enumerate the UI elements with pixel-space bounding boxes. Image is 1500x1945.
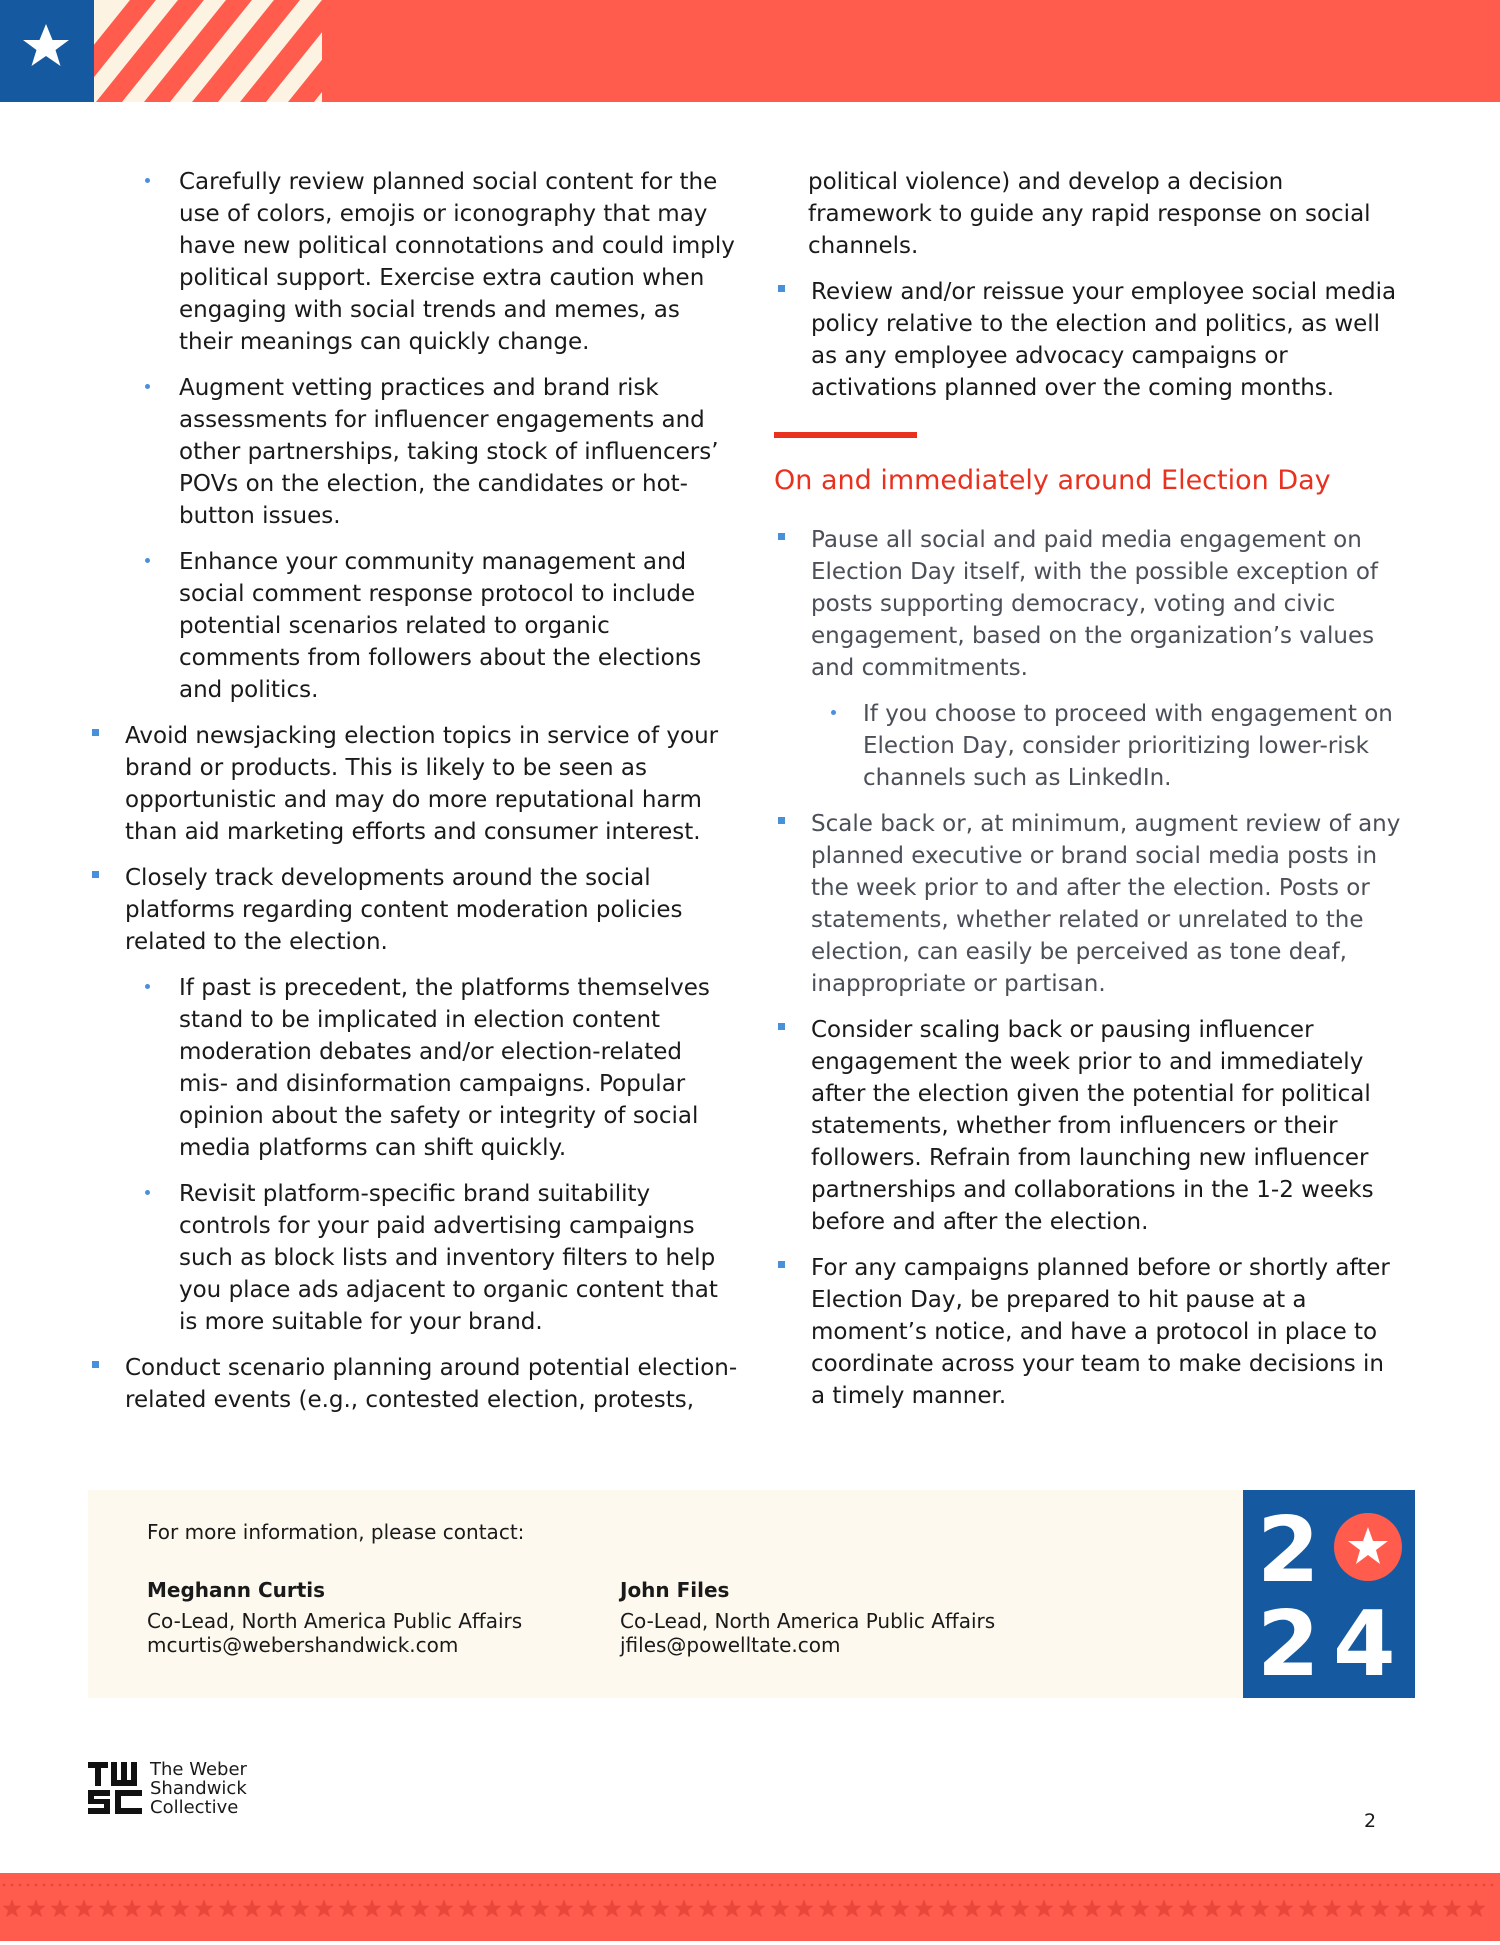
bullet-icon [145,178,150,183]
list-item-text: Augment vetting practices and brand risk assessments for influencer engagements and other partnerships, taking stock of influencers’ POVs on the election, the candidates or hot-button issues. [179,375,719,529]
left-column [88,166,738,1430]
star-row-icon [0,1873,1500,1941]
contact-email[interactable]: mcurtis@webershandwick.com [147,1633,459,1657]
bullet-icon [92,871,99,878]
list-item-continuation [774,166,1404,262]
badge-digit: 2 [1257,1592,1320,1697]
list-item-text: If past is precedent, the platforms themselves stand to be implicated in election content moderation debates and/or election-related mis- and disinformation campaigns. Popular opinion about the safety or integrity of social media platforms can shift quickly. [179,975,710,1161]
section-heading: On and immediately around Election Day [774,465,1331,496]
contact-name: Meghann Curtis [147,1578,326,1602]
list-item [774,1252,1404,1412]
list-item-text: Conduct scenario planning around potential election-related events (e.g., contested election, protests, [125,1355,738,1413]
list-item-text: Consider scaling back or pausing influencer engagement the week prior to and immediately after the election given the potential for political statements, whether from influencers or their followers. Refrain from launching new influencer partnerships and collaborations in the 1-2 weeks before and after the election. [811,1017,1374,1235]
list-item-text: Pause all social and paid media engagement on Election Day itself, with the possible exception of posts supporting democracy, voting and civic engagement, based on the organization’s values and commitments. [811,527,1378,681]
bullet-icon [145,384,150,389]
list-item [774,808,1404,1000]
star-circle-icon [1333,1512,1403,1582]
badge-digit: 4 [1333,1592,1396,1697]
list-item-text: Carefully review planned social content for the use of colors, emojis or iconography that may have new political connotations and could imply political support. Exercise extra caution when engaging with social trends and memes, as their meanings can quickly change. [179,169,735,355]
list-item [774,524,1404,684]
bullet-icon [778,1023,785,1030]
contact-email[interactable]: jfiles@powelltate.com [620,1633,841,1657]
bullet-icon [145,1190,150,1195]
list-item-text: political violence) and develop a decision framework to guide any rapid response on social channels. [808,169,1371,259]
list-item [774,1014,1404,1238]
right-column [774,166,1404,1426]
twsc-logo-icon [88,1762,142,1814]
list-item [88,166,738,358]
list-item [774,698,1404,794]
page-header [0,0,1500,102]
bullet-icon [92,1361,99,1368]
contact-person [147,1578,522,1657]
contact-title: Co-Lead, North America Public Affairs [147,1609,523,1633]
logo-text: The Weber Shandwick Collective [150,1759,247,1818]
list-item-text: Revisit platform-specific brand suitability controls for your paid advertising campaigns such as block lists and inventory filters to help you place ads adjacent to organic content that is more suitable for your brand. [179,1181,718,1335]
right-bullet-list [774,524,1404,1412]
list-item [88,372,738,532]
header-banner [0,0,1500,102]
list-item [88,546,738,706]
list-item [88,1178,738,1338]
bullet-icon [92,729,99,736]
contact-box [88,1490,1243,1698]
list-item-text: For any campaigns planned before or shortly after Election Day, be prepared to hit pause at a moment’s notice, and have a protocol in place to coordinate across your team to make decisions in a timely manner. [811,1255,1390,1409]
badge-digit: 2 [1257,1498,1320,1603]
contact-intro: For more information, please contact: [147,1520,525,1544]
left-bullet-list [88,166,738,1416]
right-bullet-list-top [774,166,1404,404]
list-item-text: Review and/or reissue your employee social media policy relative to the election and politics, as well as any employee advocacy campaigns or activations planned over the coming months. [811,279,1397,401]
list-item [88,1352,738,1416]
list-item-text: If you choose to proceed with engagement on Election Day, consider prioritizing lower-risk channels such as LinkedIn. [863,701,1393,791]
bullet-icon [145,984,150,989]
bullet-icon [778,1261,785,1268]
bullet-icon [778,285,785,292]
bullet-icon [778,817,785,824]
list-item-text: Avoid newsjacking election topics in service of your brand or products. This is likely to be seen as opportunistic and may do more reputational harm than aid marketing efforts and consumer interest. [125,723,719,845]
contact-name: John Files [620,1578,730,1602]
bullet-icon [778,533,785,540]
section-divider [774,432,917,438]
list-item [88,720,738,848]
page-footer [0,1873,1500,1941]
list-item-text: Enhance your community management and social comment response protocol to include potential scenarios related to organic comments from followers about the elections and politics. [179,549,702,703]
contact-title: Co-Lead, North America Public Affairs [620,1609,996,1633]
list-item [88,972,738,1164]
page-number: 2 [1364,1810,1377,1832]
bullet-icon [145,558,150,563]
contact-person [620,1578,995,1657]
list-item [774,276,1404,404]
list-item-text: Closely track developments around the social platforms regarding content moderation policies related to the election. [125,865,683,955]
list-item [88,862,738,958]
bullet-icon [831,710,836,715]
list-item-text: Scale back or, at minimum, augment review of any planned executive or brand social media posts in the week prior to and after the election. Posts or statements, whether related or unrelated to the election, can easily be perceived as tone deaf, inappropriate or partisan. [811,811,1401,997]
year-badge [1243,1490,1415,1698]
